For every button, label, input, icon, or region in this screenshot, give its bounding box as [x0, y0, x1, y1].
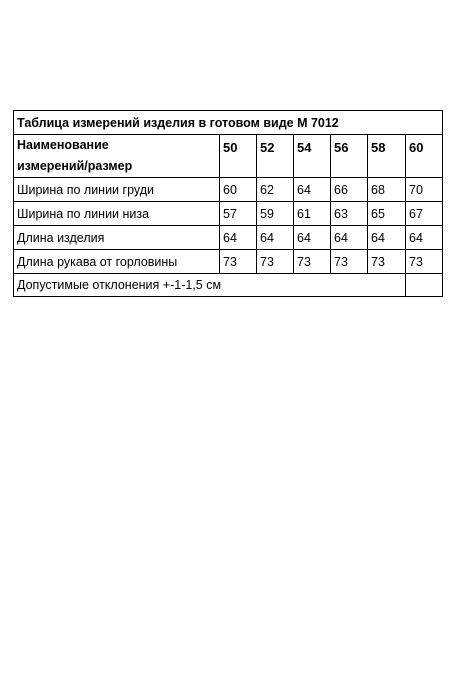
- row-value: 73: [406, 250, 443, 274]
- tolerance-note: Допустимые отклонения +-1-1,5 см: [14, 274, 406, 297]
- table-row: [14, 202, 443, 226]
- row-value: 64: [294, 226, 331, 250]
- empty-cell: [406, 274, 443, 297]
- table-row: [14, 178, 443, 202]
- row-label: Ширина по линии низа: [14, 202, 220, 226]
- size-header: 52: [257, 135, 294, 178]
- row-value: 64: [220, 226, 257, 250]
- row-value: 73: [368, 250, 406, 274]
- row-value: 73: [220, 250, 257, 274]
- note-row: [14, 274, 443, 297]
- measurement-table: [13, 110, 443, 297]
- row-label: Длина рукава от горловины: [14, 250, 220, 274]
- size-header: 56: [331, 135, 368, 178]
- size-header: 58: [368, 135, 406, 178]
- row-value: 70: [406, 178, 443, 202]
- row-value: 62: [257, 178, 294, 202]
- row-value: 59: [257, 202, 294, 226]
- header-label-cell: [14, 135, 220, 178]
- size-header: 60: [406, 135, 443, 178]
- row-value: 64: [331, 226, 368, 250]
- row-value: 65: [368, 202, 406, 226]
- table-row: [14, 250, 443, 274]
- row-value: 63: [331, 202, 368, 226]
- size-header: 50: [220, 135, 257, 178]
- row-value: 64: [368, 226, 406, 250]
- row-value: 73: [331, 250, 368, 274]
- row-value: 67: [406, 202, 443, 226]
- header-row: [14, 135, 443, 178]
- row-value: 64: [406, 226, 443, 250]
- title-row: [14, 111, 443, 135]
- row-value: 66: [331, 178, 368, 202]
- row-value: 60: [220, 178, 257, 202]
- row-value: 68: [368, 178, 406, 202]
- row-value: 61: [294, 202, 331, 226]
- table-row: [14, 226, 443, 250]
- header-label-line2: измерений/размер: [17, 159, 133, 173]
- row-value: 73: [257, 250, 294, 274]
- row-label: Длина изделия: [14, 226, 220, 250]
- row-value: 64: [294, 178, 331, 202]
- table-title: Таблица измерений изделия в готовом виде М 7012: [14, 111, 443, 135]
- row-label: Ширина по линии груди: [14, 178, 220, 202]
- row-value: 64: [257, 226, 294, 250]
- row-value: 73: [294, 250, 331, 274]
- header-label-line1: Наименование: [17, 138, 109, 152]
- size-header: 54: [294, 135, 331, 178]
- row-value: 57: [220, 202, 257, 226]
